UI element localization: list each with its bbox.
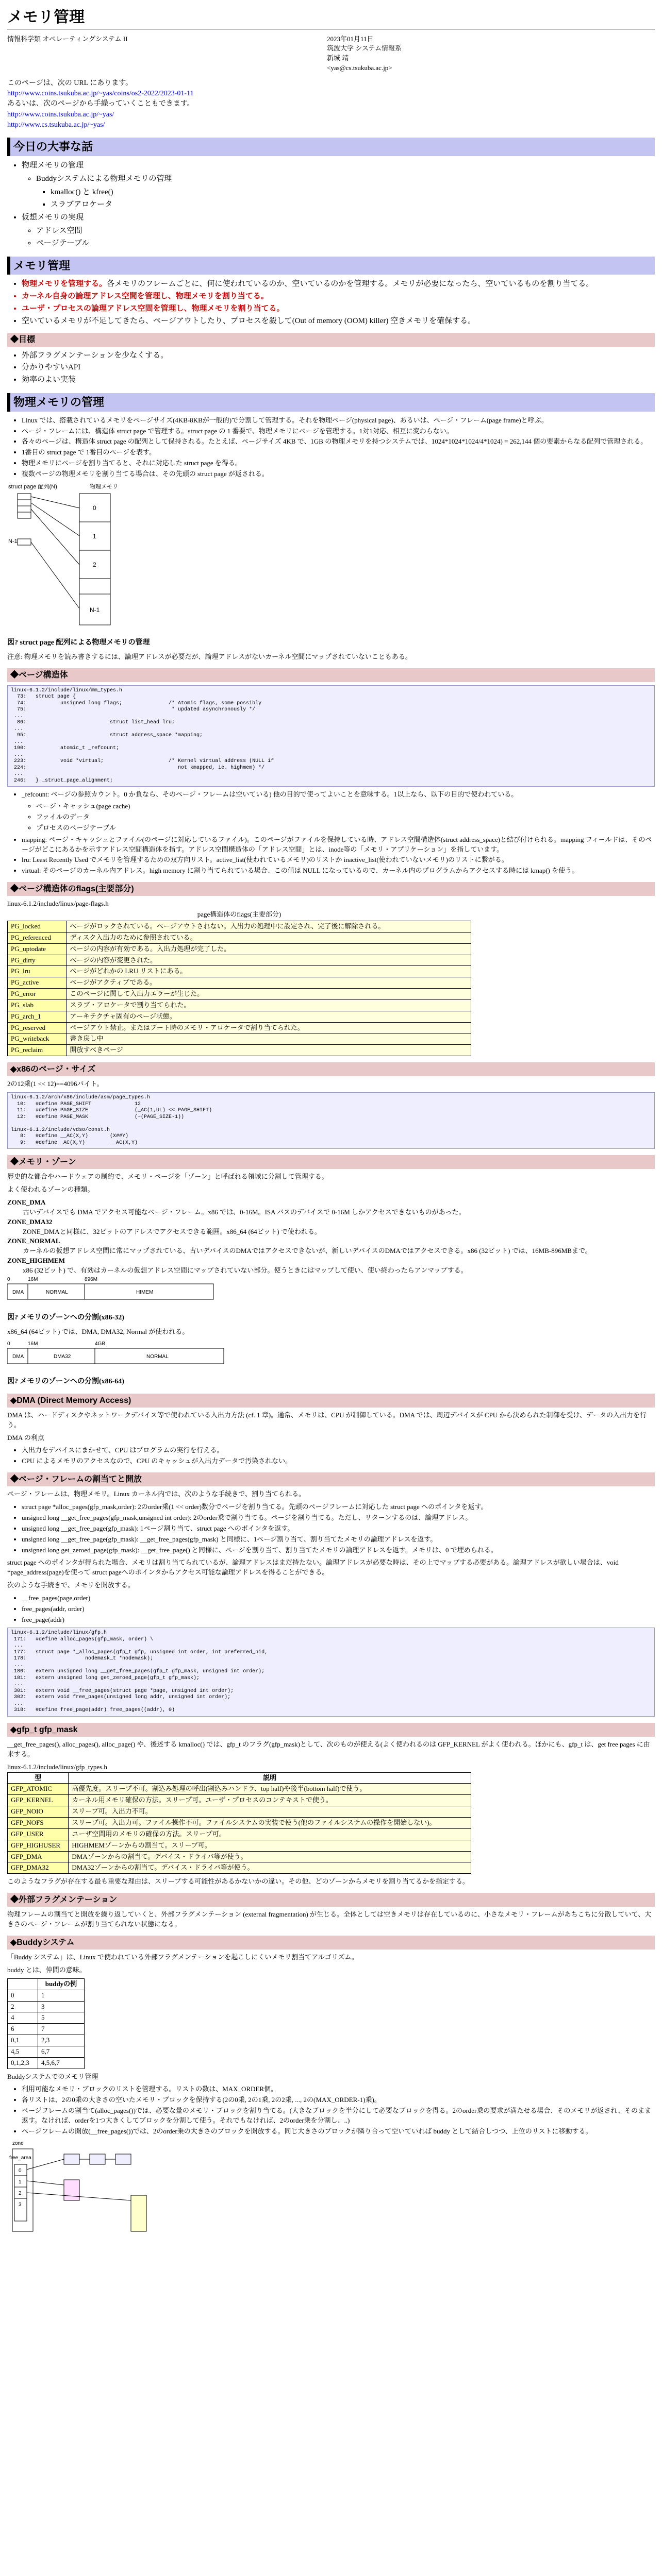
- list-item: • free_page(addr): [22, 1615, 655, 1625]
- table-cell: PG_writeback: [8, 1033, 67, 1045]
- svg-text:3: 3: [19, 2201, 22, 2208]
- table-row: [8, 999, 471, 1011]
- free-list: [7, 1594, 655, 1625]
- cell-label: 1: [93, 532, 96, 540]
- list-item: ◦ ページ・キャッシュ(page cache): [36, 802, 655, 811]
- table-cell: GFP_NOFS: [8, 1818, 69, 1829]
- subsection-heading: ◆Buddyシステム: [7, 1936, 655, 1950]
- table-cell: PG_arch_1: [8, 1011, 67, 1022]
- url-link[interactable]: http://www.coins.tsukuba.ac.jp/~yas/: [7, 110, 114, 118]
- paragraph: 物理フレームの割当てと開放を繰り返していくと、外部フラグメンテーション (external fragmentation) が生じる。全体としては空きメモリは存在しているのに、小さなメモリ・フレームがあちこちに分散していて、大きさのページ・フレームが割り当てられない状態になる。: [7, 1910, 652, 1928]
- table-row: [8, 1990, 85, 2001]
- list-item: • Linux では、搭載されているメモリをページサイズ(4KB-8KBが一般的)で分割して管理する。それを物理ページ(physical page)、あるいは、ページ・フレーム(page frame)と呼ぶ。: [22, 416, 655, 426]
- svg-text:NORMAL: NORMAL: [146, 1353, 169, 1360]
- table-row: [8, 1022, 471, 1033]
- figure-caption: 図? struct page 配列による物理メモリの管理: [7, 638, 150, 647]
- buddy-table: [7, 1978, 85, 2069]
- list-item: • free_pages(addr, order): [22, 1604, 655, 1614]
- list-item: ◦ プロセスのページテーブル: [36, 823, 655, 833]
- table-cell: GFP_HIGHUSER: [8, 1840, 69, 1851]
- paragraph: 2の12乗(1 << 12)==4096バイト。: [7, 1080, 104, 1088]
- table-row: [8, 1045, 471, 1056]
- list-item: • __free_pages(page,order): [22, 1594, 655, 1603]
- list-item: ◦ ページテーブル: [36, 238, 655, 249]
- table-row: [8, 1851, 471, 1862]
- subsection-heading: ◆ページ構造体: [7, 668, 655, 682]
- zone-diagram-x86-32: [7, 1276, 224, 1307]
- table-row: [8, 932, 471, 943]
- struct-page-figure: [7, 482, 655, 662]
- course-name: 情報科学類 オペレーティングシステム II: [7, 35, 128, 43]
- table-cell: GFP_DMA: [8, 1851, 69, 1862]
- svg-text:16M: 16M: [28, 1341, 38, 1347]
- url-link[interactable]: http://www.cs.tsukuba.ac.jp/~yas/: [7, 121, 105, 129]
- svg-text:DMA32: DMA32: [54, 1353, 71, 1360]
- table-cell: ページの内容が有効である。入出力処理が完了した。: [67, 943, 471, 955]
- svg-text:NORMAL: NORMAL: [46, 1289, 68, 1295]
- table-row: [8, 1828, 471, 1840]
- figure-caption: 図? メモリのゾーンへの分割(x86-32): [7, 1313, 124, 1321]
- table-cell: ページがロックされている。ページアウトされない。入出力の処理中に設定され、完了後に解除される。: [67, 921, 471, 932]
- table-cell: アーキテクチャ固有のページ状態。: [67, 1011, 471, 1022]
- paragraph: __get_free_pages(), alloc_pages(), alloc_page() や、後述する kmalloc() では、gfp_t のフラグ(gfp_mask)として、次のものが使える(よく使われるのは GFP_KERNEL がよく使われる。ほかにも、gfp_t は、get free pages に由来する。: [7, 1740, 650, 1758]
- paragraph: ページ・フレームは、物理メモリ。Linux カーネル内では、次のような手続きで、割り当てられる。: [7, 1490, 305, 1498]
- table-cell: ユーザ空間用のメモリの確保の方法。スリープ可。: [69, 1828, 471, 1840]
- table-cell: DMA32ゾーンからの割当て。デバイス・ドライバ等が使う。: [69, 1862, 471, 1874]
- table-cell: スリープ可。入出力可。ファイル操作不可。ファイルシステムの実装で使う(他のファイルシステムの操作を開始しない)。: [69, 1818, 471, 1829]
- list-item: • CPU によるメモリのアクセスなので、CPU のキャッシュが入出力データで汚染されない。: [22, 1456, 655, 1466]
- list-item: • unsigned long __get_free_page(gfp_mask): 1ページ割り当て、struct page へのポインタを返す。: [22, 1524, 655, 1534]
- table-cell: 4: [8, 2012, 38, 2024]
- url-link[interactable]: http://www.coins.tsukuba.ac.jp/~yas/coins/os2-2022/2023-01-11: [7, 90, 194, 98]
- list-item: • 分かりやすいAPI: [22, 362, 655, 374]
- svg-text:896M: 896M: [85, 1276, 98, 1282]
- svg-text:DMA: DMA: [12, 1353, 24, 1360]
- figure-caption: 図? メモリのゾーンへの分割(x86-64): [7, 1378, 124, 1386]
- list-item: • unsigned long __get_free_page(gfp_mask): __get_free_pages(gfp_mask) と同様に、1ページ割り当て、割り当てたメモリの論理アドレスを返す。: [22, 1535, 655, 1545]
- table-cell: PG_error: [8, 989, 67, 1000]
- table-cell: 4,5,6,7: [38, 2057, 84, 2069]
- section-heading: 今日の大事な話: [7, 138, 655, 156]
- paragraph: よく使われるゾーンの種類。: [7, 1185, 94, 1194]
- table-row: [8, 977, 471, 989]
- subsection-heading: ◆ページ・フレームの割当てと開放: [7, 1472, 655, 1486]
- svg-text:16M: 16M: [28, 1276, 38, 1282]
- subsection-heading: ◆x86のページ・サイズ: [7, 1062, 655, 1076]
- author: 新城 靖: [327, 54, 349, 62]
- table-cell: PG_dirty: [8, 955, 67, 966]
- code-block: linux-6.1.2/arch/x86/include/asm/page_types.h 10: #define PAGE_SHIFT 12 11: #define PAGE_SIZE (_AC(1,UL) << PAGE_SHIFT) 12: #define PAGE_MASK (~(PAGE_SIZE-1)) linux-6.1.2/include/vdso/const.h 8: #define __AC(X,Y) (X##Y) 9: #define _AC(X,Y) __AC(X,Y): [7, 1092, 655, 1149]
- section-heading: 物理メモリの管理: [7, 393, 655, 412]
- table-row: [8, 1818, 471, 1829]
- svg-text:zone: zone: [12, 2140, 24, 2146]
- svg-text:0: 0: [7, 1276, 10, 1282]
- zone-desc: x86 (32ビット) で、有効はカーネルの仮想アドレス空間にマップされていない部分。使うときにはマップして使い、使い終わったらアンマップする。: [23, 1266, 468, 1274]
- list-item: ▪ スラブアロケータ: [51, 199, 655, 211]
- page-title: メモリ管理: [7, 6, 655, 29]
- mem-list: [7, 279, 655, 327]
- zone-name: ZONE_NORMAL: [7, 1237, 60, 1245]
- zone-name: ZONE_DMA: [7, 1198, 46, 1207]
- subsection-heading: ◆DMA (Direct Memory Access): [7, 1394, 655, 1408]
- table-cell: 0,1,2,3: [8, 2057, 38, 2069]
- table-cell: 7: [38, 2024, 84, 2035]
- table-row: [8, 1862, 471, 1874]
- list-item: • ページフレームの開放(__free_pages())では、2のorder乗の大きさのブロックを開放する。同じ大きさのブロックが隣り合って空いていれば buddy として結合しつつ、上位のリストに移動する。: [22, 2127, 655, 2137]
- subsection-heading: ◆ページ構造体のflags(主要部分): [7, 882, 655, 896]
- table-cell: ディスク入出力のために参照されている。: [67, 932, 471, 943]
- table-row: [8, 2046, 85, 2057]
- svg-text:0: 0: [7, 1341, 10, 1347]
- list-item: • 各リストは、2の0乗の大きさの空いたメモリ・ブロックを保持する(2の0乗, 2の1乗, 2の2乗, ..., 2の(MAX_ORDER-1)乗)。: [22, 2095, 655, 2105]
- list-item: • ページ・フレームには、構造体 struct page で管理する。struct page の 1 番要で、物理メモリにページを管理する。1対1対応、相互に変わらない。: [22, 427, 655, 436]
- table-cell: PG_reserved: [8, 1022, 67, 1033]
- intro: [7, 78, 655, 130]
- column-header: 型: [8, 1772, 69, 1784]
- list-item: • 1番目の struct page で 1番目のページを表す。: [22, 448, 655, 457]
- table-cell: PG_active: [8, 977, 67, 989]
- table-cell: ページがどれかの LRU リストにある。: [67, 966, 471, 977]
- svg-text:DMA: DMA: [12, 1289, 24, 1295]
- list-item: • unsigned long get_zeroed_page(gfp_mask): __get_free_page() と同様に、ページを割り当て、割り当てたメモリの論理アドレスを返す。メモリは、0 で埋められる。: [22, 1546, 655, 1555]
- list-item: ▪ kmalloc() と kfree(): [51, 187, 655, 198]
- zone-desc: カーネルの仮想アドレス空間に常にマップされている、古いデバイスのDMAではアクセスできないが、新しいデバイスのDMAではアクセスできる。x86 (32ビット) では、16MB-896MBまで。: [23, 1247, 592, 1255]
- paragraph: このようなフラグが存在する最も重要な理由は、スリープする可能性があるかないかの違い。その他、どのゾーンからメモリを割り当てるかを指定する。: [7, 1877, 469, 1886]
- subsection-heading: ◆gfp_t gfp_mask: [7, 1723, 655, 1737]
- list-item: ◦ ファイルのデータ: [36, 812, 655, 822]
- list-item: • 外部フラグメンテーションを少なくする。: [22, 350, 655, 362]
- table-cell: GFP_KERNEL: [8, 1795, 69, 1806]
- header-meta: [7, 35, 655, 73]
- list-item: • ユーザ・プロセスの論理アドレス空間を管理し、物理メモリを割り当てる。: [22, 303, 655, 315]
- table-cell: 0: [8, 1990, 38, 2001]
- paragraph: DMA は、ハードディスクやネットワークデバイス等で使われている入出力方法 (cf. 1 章)。通常、メモリは、CPU が制御している。DMA では、周辺デバイスが CPU から決められた制御を受け、データの入出力を行う。: [7, 1411, 647, 1429]
- date: 2023年01月11日: [327, 35, 374, 43]
- flags-table: [7, 921, 471, 1056]
- table-row: [8, 966, 471, 977]
- cell-label: 2: [93, 561, 96, 568]
- table-cell: このページに関して入出力エラーが生じた。: [67, 989, 471, 1000]
- list-item: • 空いているメモリが不足してきたら、ページアウトしたり、プロセスを殺して(Out of memory (OOM) killer) 空きメモリを確保する。: [22, 316, 655, 327]
- table-cell: 6,7: [38, 2046, 84, 2057]
- section-heading: メモリ管理: [7, 257, 655, 275]
- zone-desc: ZONE_DMAと同様に、32ビットのアドレスでアクセスできる範囲。x86_64 (64ビット) で使われる。: [23, 1227, 321, 1235]
- alloc-list: [7, 1502, 655, 1555]
- paragraph: buddy とは、仲間の意味。: [7, 1965, 86, 1974]
- table-cell: 3: [38, 2001, 84, 2012]
- buddy-list: [7, 2084, 655, 2136]
- zone-name: ZONE_DMA32: [7, 1217, 53, 1226]
- list-item: • lru: Least Recently Used でメモリを管理するための双方向リスト。active_list(使われているメモリ)のリストか inactive_list(使われていないメモリ)のリストに繋がる。: [22, 855, 655, 865]
- list-item: ◦ Buddyシステムによる物理メモリの管理: [36, 174, 655, 185]
- table-cell: DMAゾーンからの割当て。デバイス・ドライバ等が使う。: [69, 1851, 471, 1862]
- list-item: • virtual: そのページのカーネル内アドレス。high memory に割り当てられている場合、この値は NULL になっているので、カーネル内のプログラムからアクセスする時には kmap() を使う。: [22, 866, 655, 876]
- note: 注意: 物理メモリを読み書きするには、論理アドレスが必要だが、論理アドレスがないカーネル空間にマップされていないこともある。: [7, 652, 412, 660]
- table-cell: HIGHMEMゾーンからの割当て。スリープ可。: [69, 1840, 471, 1851]
- table-row: [8, 989, 471, 1000]
- table-row: [8, 1784, 471, 1795]
- paragraph: 歴史的な都合やハードウェアの制約で、メモリ・ページを「ゾーン」と呼ばれる領域に分割して管理する。: [7, 1173, 328, 1181]
- goal-list: [7, 350, 655, 386]
- table-caption: page構造体のflags(主要部分): [197, 910, 282, 919]
- list-item: • ページフレームの割当て(alloc_pages())では、必要な量のメモリ・ブロックを割り当てる。(大きなブロックを半分にして必要なブロックを得る。2のorder乗の要求が満たせる場合、そのメモリが返され、そのまま返す。なければ、orderを1つ大きくしてブロックを分割して使う。それでもなければ、2のorder乗を分割し、..): [22, 2106, 655, 2126]
- table-cell: 1: [38, 1990, 84, 2001]
- fig-label: struct page 配列(N): [8, 483, 57, 490]
- cell-label: N-1: [90, 606, 100, 614]
- table-row: [8, 2012, 85, 2024]
- page-list: [7, 790, 655, 876]
- svg-text:2: 2: [19, 2190, 22, 2196]
- paragraph: Buddyシステムでのメモリ管理: [7, 2072, 98, 2080]
- table-cell: 0,1: [8, 2035, 38, 2046]
- table-cell: PG_reclaim: [8, 1045, 67, 1056]
- gfp-table: [7, 1772, 471, 1874]
- table-cell: ページがアクティブである。: [67, 977, 471, 989]
- table-cell: PG_locked: [8, 921, 67, 932]
- subsection-heading: ◆メモリ・ゾーン: [7, 1155, 655, 1169]
- table-row: [8, 1840, 471, 1851]
- today-list: [7, 160, 655, 249]
- paragraph: 「Buddy システム」は、Linux で使われている外部フラグメンテーションを起こしにくいメモリ割当てアルゴリズム。: [7, 1953, 358, 1961]
- list-item: • struct page *alloc_pages(gfp_mask,order): 2のorder乗(1 << order)数分でページを割り当てる。先頭のページフレームに対応した struct page へのポインタを返す。: [22, 1502, 655, 1512]
- list-item: • 複数ページの物理メモリを割り当てる場合は、その先頭の struct page が返される。: [22, 469, 655, 479]
- intro-text: あるいは、次のページから手繰っていくこともできます。: [7, 100, 194, 108]
- list-item: • unsigned long __get_free_pages(gfp_mask,unsigned int order): 2のorder乗で割り当てる。ページを割り当てる。ただし、リターンするのは、論理アドレス。: [22, 1513, 655, 1523]
- table-cell: 開放すべきページ: [67, 1045, 471, 1056]
- list-item: • 物理メモリにページを割り当てると、それに対応した struct page を得る。: [22, 459, 655, 468]
- table-row: [8, 1795, 471, 1806]
- buddy-diagram: [7, 2139, 183, 2242]
- table-row: [8, 921, 471, 932]
- list-item: • _refcount: ページの参照カウント。0 か負なら、そのページ・フレームは空いている) 他の目的で使ってよいことを意味する。1以上なら、以下の目的で使われている。: [22, 790, 655, 800]
- table-row: [8, 1011, 471, 1022]
- list-item: • 物理メモリを管理する。各メモリのフレームごとに、何に使われているのか、空いているのかを管理する。メモリが必要になったら、空いているものを割り当てる。: [22, 279, 655, 290]
- table-cell: PG_uptodate: [8, 943, 67, 955]
- table-cell: ページアウト禁止。またはブート時のメモリ・アロケータで割り当てられた。: [67, 1022, 471, 1033]
- zone-name: ZONE_HIGHMEM: [7, 1257, 65, 1265]
- code-block: linux-6.1.2/include/linux/gfp.h 171: #define alloc_pages(gfp_mask, order) \ ... 177: struct page *_alloc_pages(gfp_t gfp, unsigned int order, int preferred_nid, 178: nodemask_t *nodemask); ... 180: extern unsigned long __get_free_pages(gfp_t gfp_mask, unsigned int order); 181: extern unsigned long get_zeroed_page(gfp_t gfp_mask); ... 301: extern void __free_pages(struct page *page, unsigned int order); 302: extern void free_pages(unsigned long addr, unsigned int order); ... 318: #define free_page(addr) free_pages((addr), 0): [7, 1628, 655, 1717]
- table-row: [8, 955, 471, 966]
- paragraph: 次のような手続きで、メモリを開放する。: [7, 1581, 135, 1589]
- table-cell: スラブ・アロケータで割り当てられた。: [67, 999, 471, 1011]
- list-item: • mapping: ページ・キャッシュとファイル(のページに対応しているファイル)。このページがファイルを保持している時、アドレス空間構造体(struct address_space)と結び付けられる。mapping フィールドは、そのページがどこにあるかを示すアドレス空間構造体を指す。アドレス空間構造体の「アドレス空間」とは、inode等の「メモリ・アプリケーション」を指しています。: [22, 835, 655, 855]
- struct-page-diagram: [7, 482, 162, 632]
- zone-diagram-x86-64: [7, 1340, 234, 1371]
- subsection-heading: ◆目標: [7, 333, 655, 347]
- list-item: • 各々のページは、構造体 struct page の配列として保持される。たとえば、ページサイズ 4KB で、1GB の物理メモリを持つシステムでは、1024*1024*1024/4*1024) = 262,144 個の要素からなる配列で管理される。: [22, 437, 655, 447]
- table-cell: 2: [8, 2001, 38, 2012]
- table-cell: 高優先度。スリープ不可。割込み処理の呼出(割込みハンドラ、top half)や後半(bottom half)で使う。: [69, 1784, 471, 1795]
- table-cell: 2,3: [38, 2035, 84, 2046]
- zone-desc: 古いデバイスでも DMA でアクセス可能なページ・フレーム。x86 では、0-16M。ISA バスのデバイスで 0-16M しかアクセスできないものがあった。: [23, 1208, 466, 1216]
- table-cell: スリープ可。入出力不可。: [69, 1806, 471, 1818]
- source-path: linux-6.1.2/include/linux/page-flags.h: [7, 900, 109, 908]
- table-cell: 4,5: [8, 2046, 38, 2057]
- list-item: • 物理メモリの管理: [22, 160, 655, 172]
- column-header: buddyの例: [38, 1978, 84, 1990]
- table-cell: 5: [38, 2012, 84, 2024]
- svg-text:free_area: free_area: [9, 2155, 31, 2161]
- cell-label: 0: [93, 504, 96, 512]
- table-row: [8, 2035, 85, 2046]
- table-row: [8, 1806, 471, 1818]
- code-block: linux-6.1.2/include/linux/mm_types.h 73: struct page { 74: unsigned long flags; /* Atomic flags, some possibly 75: * updated asynchronously */ ... 86: struct list_head lru; ... 95: struct address_space *mapping; ... 190: atomic_t _refcount; ... 223: void *virtual; /* Kernel virtual address (NULL if 224: not kmapped, ie. highmem) */ ... 246: } _struct_page_alignment;: [7, 685, 655, 787]
- email: <yas@cs.tsukuba.ac.jp>: [327, 64, 392, 72]
- table-row: [8, 2057, 85, 2069]
- column-header: 説明: [69, 1772, 471, 1784]
- table-cell: GFP_DMA32: [8, 1862, 69, 1874]
- table-row: [8, 943, 471, 955]
- table-row: [8, 2001, 85, 2012]
- dma-list: [7, 1446, 655, 1466]
- table-cell: PG_slab: [8, 999, 67, 1011]
- table-cell: GFP_NOIO: [8, 1806, 69, 1818]
- table-cell: カーネル用メモリ確保の方法。スリープ可。ユーザ・プロセスのコンテキストで使う。: [69, 1795, 471, 1806]
- list-item: • カーネル自身の論理アドレス空間を管理し、物理メモリを割り当てる。: [22, 291, 655, 302]
- list-item: • 入出力をデバイスにまかせて、CPU はプログラムの実行を行える。: [22, 1446, 655, 1455]
- table-row: [8, 1033, 471, 1045]
- list-item: ◦ アドレス空間: [36, 226, 655, 237]
- table-row: [8, 2024, 85, 2035]
- department: 筑波大学 システム情報系: [327, 44, 402, 53]
- subsection-heading: ◆外部フラグメンテーション: [7, 1893, 655, 1907]
- table-cell: GFP_ATOMIC: [8, 1784, 69, 1795]
- source-path: linux-6.1.2/include/linux/gfp_types.h: [7, 1762, 107, 1771]
- table-cell: GFP_USER: [8, 1828, 69, 1840]
- table-cell: PG_lru: [8, 966, 67, 977]
- list-item: • 仮想メモリの実現: [22, 212, 655, 224]
- intro-text: このページは、次の URL にあります。: [7, 79, 133, 87]
- list-item: • 利用可能なメモリ・ブロックのリストを管理する。リストの数は、MAX_ORDER個。: [22, 2084, 655, 2094]
- svg-text:1: 1: [19, 2179, 22, 2185]
- zone-list: [7, 1198, 655, 1276]
- paragraph: DMA の利点: [7, 1433, 44, 1442]
- svg-text:4GB: 4GB: [95, 1341, 106, 1347]
- table-cell: 6: [8, 2024, 38, 2035]
- paragraph: x86_64 (64ビット) では、DMA, DMA32, Normal が使われる。: [7, 1327, 189, 1335]
- fig-label: 物理メモリ: [90, 483, 118, 490]
- fig-label: N-1: [8, 538, 18, 545]
- svg-text:0: 0: [19, 2167, 22, 2174]
- phys-list: [7, 416, 655, 479]
- column-header: [8, 1978, 38, 1990]
- table-cell: PG_referenced: [8, 932, 67, 943]
- paragraph: struct page へのポインタが得られた場合、メモリは割り当てられているが、論理アドレスはまだ持たない。論理アドレスが必要な時は、その上でマップする必要がある。論理アドレスが欲しい場合は、void *page_address(page)を使って struct pageへのポインタからアクセス可能な論理アドレスを得ることができる。: [7, 1558, 619, 1577]
- table-cell: 書き戻し中: [67, 1033, 471, 1045]
- svg-text:HIMEM: HIMEM: [136, 1289, 154, 1295]
- table-cell: ページの内容が変更された。: [67, 955, 471, 966]
- list-item: • 効率のよい実装: [22, 375, 655, 386]
